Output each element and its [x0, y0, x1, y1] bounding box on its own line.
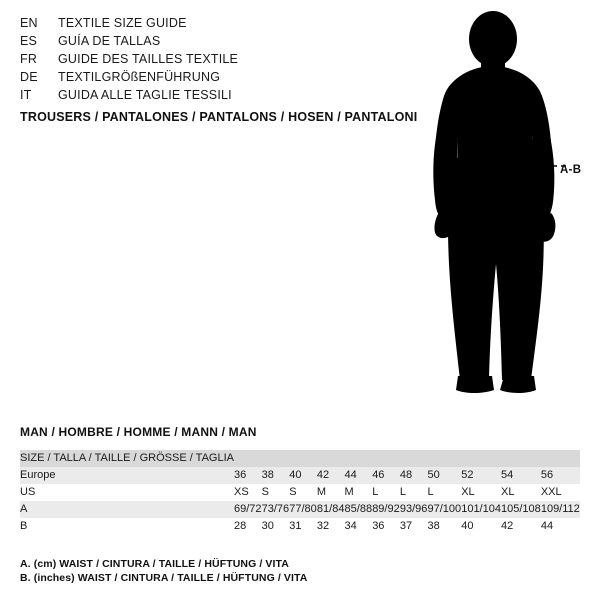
language-code: IT: [20, 88, 32, 102]
cell: 36: [234, 467, 262, 484]
row-label: SIZE / TALLA / TAILLE / GRÖSSE / TAGLIA: [20, 450, 234, 467]
table-group-title: MAN / HOMBRE / HOMME / MANN / MAN: [20, 425, 257, 439]
language-row: [20, 88, 380, 106]
language-text: GUIDE DES TAILLES TEXTILE: [58, 52, 239, 66]
cell: [234, 450, 262, 467]
size-table-wrap: [20, 450, 580, 535]
cell: 38: [427, 518, 461, 535]
cell: 54: [501, 467, 541, 484]
cell: 81/84: [317, 501, 345, 518]
cell: 30: [262, 518, 290, 535]
cell: [345, 450, 373, 467]
cell: 37: [400, 518, 428, 535]
male-silhouette-icon: [400, 8, 600, 408]
language-row: [20, 34, 380, 52]
cell: 36: [372, 518, 400, 535]
cell: 69/72: [234, 501, 262, 518]
language-code: ES: [20, 34, 38, 48]
measure-label: A-B: [560, 164, 582, 176]
cell: 85/88: [345, 501, 373, 518]
cell: 44: [345, 467, 373, 484]
language-code: EN: [20, 16, 38, 30]
cell: 46: [372, 467, 400, 484]
language-code: DE: [20, 70, 38, 84]
table-row: [20, 450, 580, 467]
footnotes: [20, 557, 307, 585]
cell: 48: [400, 467, 428, 484]
row-label: Europe: [20, 467, 234, 484]
row-label: US: [20, 484, 234, 501]
cell: [541, 450, 580, 467]
figure-illustration: [400, 8, 600, 408]
cell: XS: [234, 484, 262, 501]
cell: 89/92: [372, 501, 400, 518]
language-text: GUÍA DE TALLAS: [58, 34, 161, 48]
cell: 56: [541, 467, 580, 484]
cell: 50: [427, 467, 461, 484]
footnote-a: A. (cm) WAIST / CINTURA / TAILLE / HÜFTUNG / VITA: [20, 558, 289, 570]
cell: [262, 450, 290, 467]
language-text: TEXTILGRÖßENFÜHRUNG: [58, 70, 221, 84]
table-row: [20, 501, 580, 518]
cell: M: [345, 484, 373, 501]
footnote-b: B. (inches) WAIST / CINTURA / TAILLE / HÜFTUNG / VITA: [20, 572, 308, 584]
cell: 40: [461, 518, 501, 535]
cell: S: [262, 484, 290, 501]
cell: 93/96: [400, 501, 428, 518]
cell: 73/76: [262, 501, 290, 518]
cell: [317, 450, 345, 467]
language-row: [20, 16, 380, 34]
cell: 34: [345, 518, 373, 535]
cell: 31: [289, 518, 317, 535]
cell: XL: [461, 484, 501, 501]
cell: [289, 450, 317, 467]
cell: 109/112: [541, 501, 580, 518]
cell: [427, 450, 461, 467]
cell: 105/108: [501, 501, 541, 518]
cell: 97/100: [427, 501, 461, 518]
language-code: FR: [20, 52, 38, 66]
page-title: TROUSERS / PANTALONES / PANTALONS / HOSEN / PANTALONI: [20, 110, 418, 124]
cell: [400, 450, 428, 467]
table-row: [20, 518, 580, 535]
cell: 40: [289, 467, 317, 484]
cell: 52: [461, 467, 501, 484]
cell: 101/104: [461, 501, 501, 518]
cell: 44: [541, 518, 580, 535]
language-text: GUIDA ALLE TAGLIE TESSILI: [58, 88, 232, 102]
language-row: [20, 52, 380, 70]
row-label: A: [20, 501, 234, 518]
cell: M: [317, 484, 345, 501]
cell: 42: [501, 518, 541, 535]
table-row: [20, 467, 580, 484]
cell: [461, 450, 501, 467]
cell: 32: [317, 518, 345, 535]
cell: 28: [234, 518, 262, 535]
cell: [501, 450, 541, 467]
row-label: B: [20, 518, 234, 535]
cell: L: [372, 484, 400, 501]
table-row: [20, 484, 580, 501]
cell: XL: [501, 484, 541, 501]
cell: L: [400, 484, 428, 501]
cell: L: [427, 484, 461, 501]
language-row: [20, 70, 380, 88]
cell: XXL: [541, 484, 580, 501]
cell: 42: [317, 467, 345, 484]
language-text: TEXTILE SIZE GUIDE: [58, 16, 187, 30]
cell: 38: [262, 467, 290, 484]
size-table: [20, 450, 580, 535]
cell: [372, 450, 400, 467]
cell: S: [289, 484, 317, 501]
language-list: [20, 16, 380, 106]
cell: 77/80: [289, 501, 317, 518]
